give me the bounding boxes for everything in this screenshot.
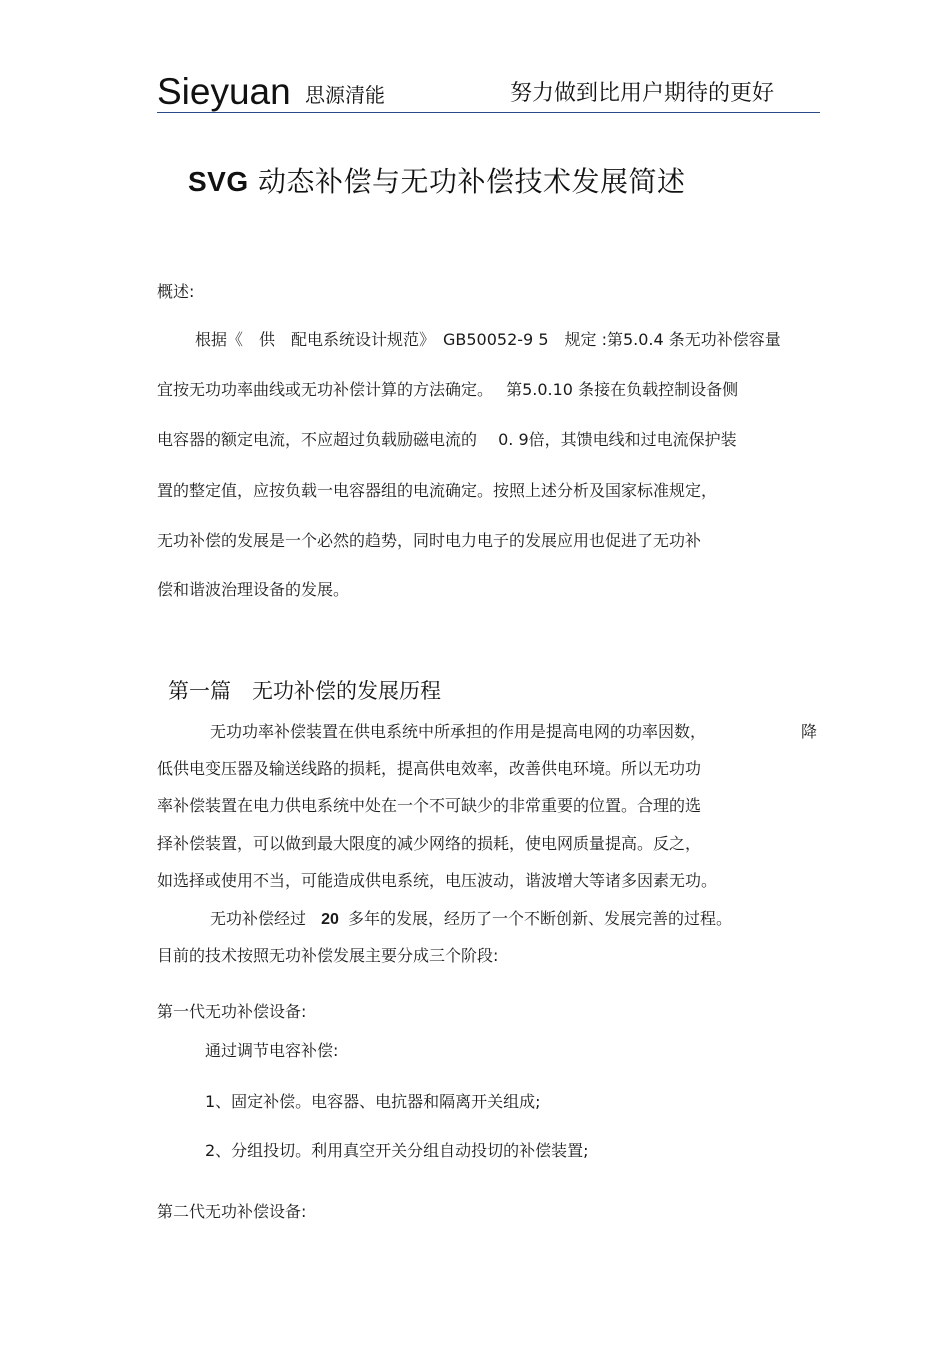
overview-line-5: 无功补偿的发展是一个必然的趋势，同时电力电子的发展应用也促进了无功补 — [157, 531, 702, 550]
gen1-label: 第一代无功补偿设备: — [157, 1002, 307, 1021]
para2-suffix: 多年的发展，经历了一个不断创新、发展完善的过程。 — [348, 909, 733, 928]
title-latin-part: SVG — [188, 166, 249, 197]
overview-line-6: 偿和谐波治理设备的发展。 — [157, 580, 350, 599]
overview-line-1: 根据《 供 配电系统设计规范》 GB50052-9 5 规定 :第5.0.4 条无功补偿容量 — [195, 330, 781, 349]
brand-logo-text: Sieyuan — [157, 71, 291, 112]
overview-line-2: 宜按无功功率曲线或无功补偿计算的方法确定。 第5.0.10 条接在负载控制设备侧 — [157, 380, 739, 399]
gen1-item-2: 2、分组投切。利用真空开关分组自动投切的补偿装置; — [205, 1141, 589, 1160]
overview-line-3: 电容器的额定电流，不应超过负载励磁电流的 0. 9倍，其馈电线和过电流保护装 — [157, 430, 737, 449]
gen1-item-1: 1、固定补偿。电容器、电抗器和隔离开关组成; — [205, 1092, 541, 1111]
section1-para1-line-3: 率补偿装置在电力供电系统中处在一个不可缺少的非常重要的位置。合理的选 — [157, 796, 702, 815]
overview-line-4: 置的整定值，应按负载一电容器组的电流确定。按照上述分析及国家标准规定， — [157, 481, 718, 500]
section1-para1-line-4: 择补偿装置，可以做到最大限度的减少网络的损耗，使电网质量提高。反之， — [157, 834, 702, 853]
para2-prefix: 无功补偿经过 — [210, 909, 307, 928]
header-slogan: 努力做到比用户期待的更好 — [510, 81, 775, 106]
header-divider — [157, 112, 820, 113]
section-heading: 第一篇 无功补偿的发展历程 — [168, 679, 441, 703]
section1-para1-line-2: 低供电变压器及输送线路的损耗，提高供电效率，改善供电环境。所以无功功 — [157, 759, 702, 778]
section1-para2-line-2: 目前的技术按照无功补偿发展主要分成三个阶段: — [157, 946, 499, 965]
section1-para2-line-1 — [210, 908, 732, 931]
gen2-label: 第二代无功补偿设备: — [157, 1202, 307, 1221]
document-title — [188, 163, 686, 201]
overview-label: 概述: — [157, 282, 195, 301]
brand-chinese-name: 思源清能 — [305, 83, 385, 107]
para2-number: 20 — [321, 911, 339, 928]
gen1-sublabel: 通过调节电容补偿: — [205, 1041, 339, 1060]
section1-para1-line-1-tail: 降 — [801, 722, 818, 741]
section1-para1-line-1: 无功功率补偿装置在供电系统中所承担的作用是提高电网的功率因数， — [210, 722, 707, 741]
section1-para1-line-5: 如选择或使用不当，可能造成供电系统，电压波动，谐波增大等诸多因素无功。 — [157, 871, 718, 890]
title-chinese-part: 动态补偿与无功补偿技术发展简述 — [258, 165, 686, 198]
